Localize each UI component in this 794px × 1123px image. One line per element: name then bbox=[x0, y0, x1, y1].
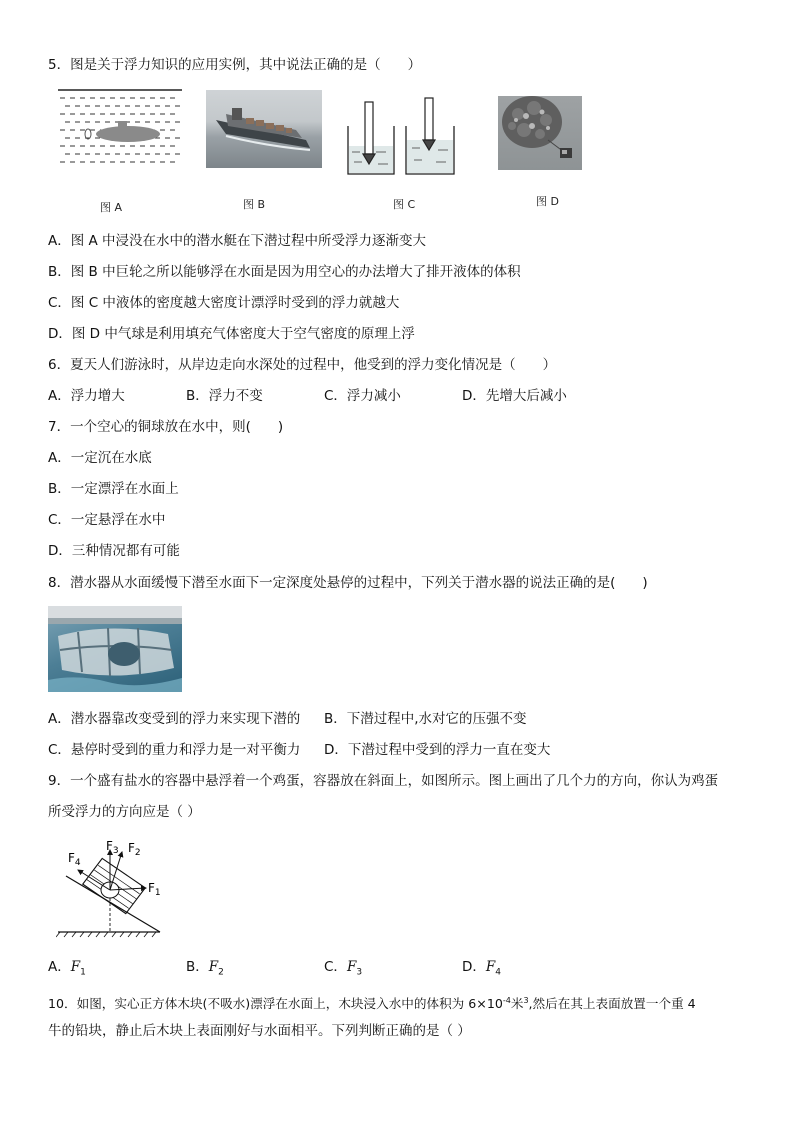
q9-option-c[interactable]: C．$F_3$ bbox=[324, 959, 363, 978]
q5-option-d[interactable]: D．图 D 中气球是利用填充气体密度大于空气密度的原理上浮 bbox=[48, 326, 415, 342]
q8-option-d[interactable]: D．下潜过程中受到的浮力一直在变大 bbox=[324, 742, 551, 758]
q7-option-a[interactable]: A．一定沉在水底 bbox=[48, 450, 152, 466]
q6-option-b[interactable]: B．浮力不变 bbox=[186, 388, 263, 404]
q7-stem: 7．一个空心的铜球放在水中，则( ) bbox=[48, 419, 284, 435]
label-f4: $F_4$ bbox=[68, 851, 81, 868]
figure-a-submarine bbox=[58, 88, 182, 174]
q10-stem-line1: 10．如图，实心正方体木块(不吸水)漂浮在水面上，木块浸入水中的体积为 $6\times 10^{-4}$米$^3$,然后在其上表面放置一个重 4 bbox=[48, 996, 696, 1012]
label-f2: $F_2$ bbox=[128, 841, 141, 858]
q6-stem: 6．夏天人们游泳时，从岸边走向水深处的过程中，他受到的浮力变化情况是（ ） bbox=[48, 357, 557, 373]
q9-option-b[interactable]: B．$F_2$ bbox=[186, 959, 224, 978]
figure-d-caption: 图 D bbox=[536, 195, 559, 208]
q6-option-d[interactable]: D．先增大后减小 bbox=[462, 388, 567, 404]
q7-option-d[interactable]: D．三种情况都有可能 bbox=[48, 543, 180, 559]
q9-force-diagram bbox=[56, 836, 168, 938]
q8-option-c[interactable]: C．悬停时受到的重力和浮力是一对平衡力 bbox=[48, 742, 301, 758]
q5-stem: 5．图是关于浮力知识的应用实例，其中说法正确的是（ ） bbox=[48, 57, 422, 73]
q7-option-c[interactable]: C．一定悬浮在水中 bbox=[48, 512, 166, 528]
q5-option-b[interactable]: B．图 B 中巨轮之所以能够浮在水面是因为用空心的办法增大了排开液体的体积 bbox=[48, 264, 521, 280]
q9-option-a[interactable]: A．$F_1$ bbox=[48, 959, 86, 978]
label-f3: $F_3$ bbox=[106, 839, 119, 856]
q5-option-a[interactable]: A．图 A 中浸没在水中的潜水艇在下潜过程中所受浮力逐渐变大 bbox=[48, 233, 427, 249]
q6-option-c[interactable]: C．浮力减小 bbox=[324, 388, 401, 404]
q7-option-b[interactable]: B．一定漂浮在水面上 bbox=[48, 481, 179, 497]
q8-submersible-photo bbox=[48, 606, 182, 692]
figure-a-caption: 图 A bbox=[100, 201, 123, 214]
figure-c-hydrometers bbox=[346, 96, 458, 176]
figure-b-ship-photo bbox=[206, 90, 322, 168]
q9-stem-line1: 9．一个盛有盐水的容器中悬浮着一个鸡蛋，容器放在斜面上，如图所示。图上画出了几个力的方向，你认为鸡蛋 bbox=[48, 773, 719, 789]
label-f1: $F_1$ bbox=[148, 881, 161, 898]
q8-option-a[interactable]: A．潜水器靠改变受到的浮力来实现下潜的 bbox=[48, 711, 301, 727]
q9-option-d[interactable]: D．$F_4$ bbox=[462, 959, 502, 978]
q8-stem: 8．潜水器从水面缓慢下潜至水面下一定深度处悬停的过程中，下列关于潜水器的说法正确的是( ) bbox=[48, 575, 648, 591]
q8-option-b[interactable]: B．下潜过程中,水对它的压强不变 bbox=[324, 711, 527, 727]
figure-c-caption: 图 C bbox=[393, 198, 416, 211]
q5-option-c[interactable]: C．图 C 中液体的密度越大密度计漂浮时受到的浮力就越大 bbox=[48, 295, 400, 311]
q10-stem-line2: 牛的铅块，静止后木块上表面刚好与水面相平。下列判断正确的是（ ） bbox=[48, 1023, 471, 1039]
figure-b-caption: 图 B bbox=[243, 198, 266, 211]
q9-stem-line2: 所受浮力的方向应是（ ） bbox=[48, 804, 201, 820]
q6-option-a[interactable]: A．浮力增大 bbox=[48, 388, 125, 404]
figure-d-balloon-photo bbox=[498, 96, 582, 170]
